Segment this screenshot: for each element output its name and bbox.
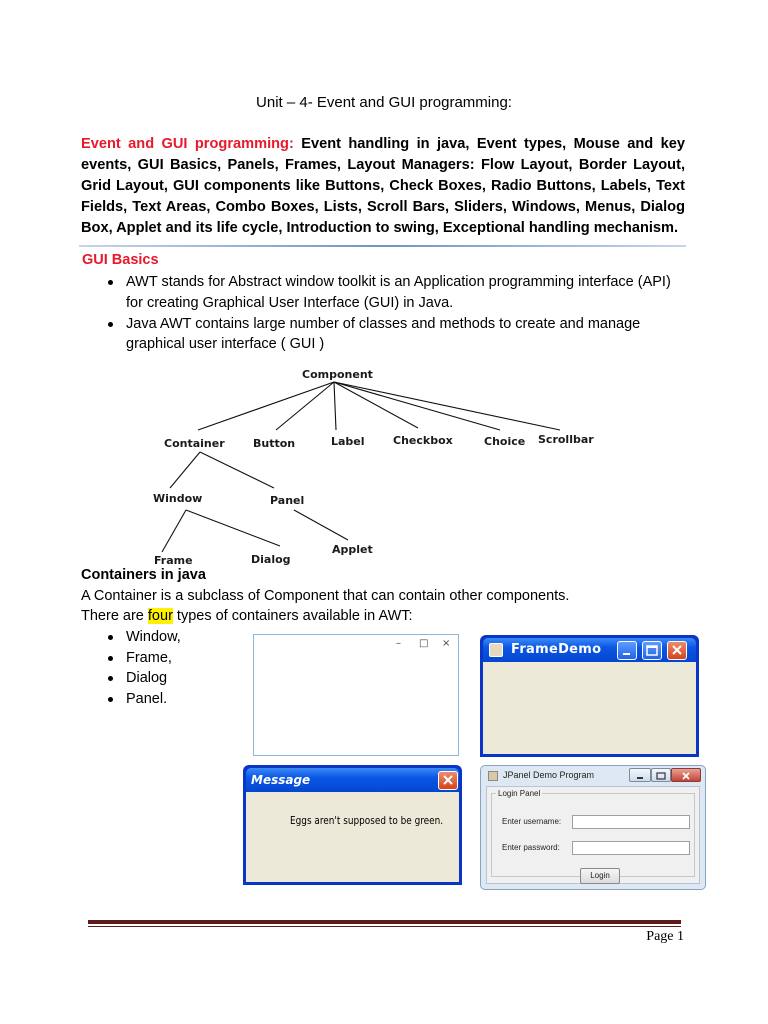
edge bbox=[198, 382, 334, 430]
login-panel bbox=[491, 789, 695, 880]
node-dialog: Dialog bbox=[251, 553, 291, 566]
node-container: Container bbox=[164, 437, 225, 450]
edge bbox=[294, 510, 348, 540]
node-window: Window bbox=[153, 492, 203, 505]
frame-body bbox=[483, 662, 696, 754]
frame-screenshot bbox=[480, 635, 699, 757]
window-screenshot bbox=[253, 634, 459, 756]
container-types-list bbox=[105, 627, 181, 709]
minimize-icon: – bbox=[396, 638, 401, 649]
page-number: Page 1 bbox=[646, 929, 684, 944]
username-label: Enter username: bbox=[502, 817, 562, 826]
section-divider bbox=[79, 245, 686, 247]
minimize-icon bbox=[617, 641, 637, 660]
node-label: Label bbox=[331, 435, 365, 448]
node-applet: Applet bbox=[332, 543, 373, 556]
gui-basics-title: GUI Basics bbox=[82, 252, 159, 268]
component-hierarchy-diagram bbox=[140, 362, 610, 567]
list-item: AWT stands for Abstract window toolkit is an Application programming interface (API) for creating Graphical User Interface (GUI) in Java. bbox=[105, 272, 685, 313]
intro-paragraph bbox=[81, 134, 685, 239]
list-item: Panel. bbox=[105, 689, 181, 710]
java-app-icon bbox=[488, 771, 498, 781]
close-icon: × bbox=[442, 638, 451, 649]
frame-title: FrameDemo bbox=[511, 642, 602, 657]
minimize-icon bbox=[629, 768, 651, 782]
close-icon bbox=[671, 768, 701, 782]
frame-titlebar bbox=[483, 638, 696, 662]
node-panel: Panel bbox=[270, 494, 305, 507]
edge bbox=[334, 382, 500, 430]
password-label: Enter password: bbox=[502, 843, 560, 852]
edge bbox=[334, 382, 560, 430]
dialog-body bbox=[246, 792, 459, 882]
count-text-after: types of containers available in AWT: bbox=[172, 608, 413, 624]
panel-content bbox=[486, 786, 700, 884]
dialog-message: Eggs aren't supposed to be green. bbox=[290, 814, 444, 827]
highlighted-word: four bbox=[147, 608, 173, 624]
containers-title: Containers in java bbox=[81, 567, 206, 583]
java-app-icon bbox=[489, 643, 503, 657]
edge bbox=[186, 510, 280, 546]
edge bbox=[162, 510, 186, 552]
username-field[interactable] bbox=[572, 815, 690, 829]
list-item: Window, bbox=[105, 627, 181, 648]
node-frame: Frame bbox=[154, 554, 193, 567]
containers-definition: A Container is a subclass of Component that can contain other components. bbox=[81, 588, 570, 604]
list-item: Frame, bbox=[105, 648, 181, 669]
maximize-icon bbox=[651, 768, 671, 782]
intro-lead: Event and GUI programming: bbox=[81, 136, 294, 152]
list-item: Java AWT contains large number of classes and methods to create and manage graphical user interface ( GUI ) bbox=[105, 314, 685, 355]
edge bbox=[276, 382, 334, 430]
edge bbox=[334, 382, 418, 428]
login-button[interactable]: Login bbox=[580, 868, 620, 884]
password-field[interactable] bbox=[572, 841, 690, 855]
node-scrollbar: Scrollbar bbox=[538, 433, 594, 446]
dialog-title: Message bbox=[251, 773, 311, 787]
panel-screenshot bbox=[480, 765, 706, 890]
containers-count bbox=[81, 606, 413, 626]
count-text-before: There are bbox=[81, 608, 148, 624]
close-icon bbox=[667, 641, 687, 660]
node-choice: Choice bbox=[484, 435, 526, 448]
dialog-titlebar bbox=[246, 768, 459, 792]
node-component: Component bbox=[302, 368, 373, 381]
node-checkbox: Checkbox bbox=[393, 434, 453, 447]
edge bbox=[170, 452, 200, 488]
edge bbox=[200, 452, 274, 488]
footer-rule bbox=[88, 920, 681, 924]
maximize-icon: □ bbox=[419, 638, 429, 649]
login-panel-legend: Login Panel bbox=[498, 789, 541, 798]
dialog-screenshot bbox=[243, 765, 462, 885]
unit-heading: Unit – 4- Event and GUI programming: bbox=[256, 94, 512, 111]
edge bbox=[334, 382, 336, 430]
diagram-edges bbox=[162, 382, 560, 552]
footer-rule-thin bbox=[88, 926, 681, 927]
intro-text: Event handling in java, Event types, Mouse and key events, GUI Basics, Panels, Frames, Layout Managers: Flow Layout, Border Layout, Grid Layout, GUI components like Buttons, Check Boxes, Radio Buttons, Labels, Text Fields, Text Areas, Combo Boxes, Lists, Scroll Bars, Sliders, Windows, Menus, Dialog Box, Applet and its life cycle, Introduction to swing, Exceptional handling mechanism. bbox=[81, 136, 685, 236]
node-button: Button bbox=[253, 437, 296, 450]
maximize-icon bbox=[642, 641, 662, 660]
list-item: Dialog bbox=[105, 668, 181, 689]
gui-basics-list bbox=[105, 272, 685, 355]
close-icon bbox=[438, 771, 458, 790]
panel-window-title: JPanel Demo Program bbox=[503, 770, 595, 780]
